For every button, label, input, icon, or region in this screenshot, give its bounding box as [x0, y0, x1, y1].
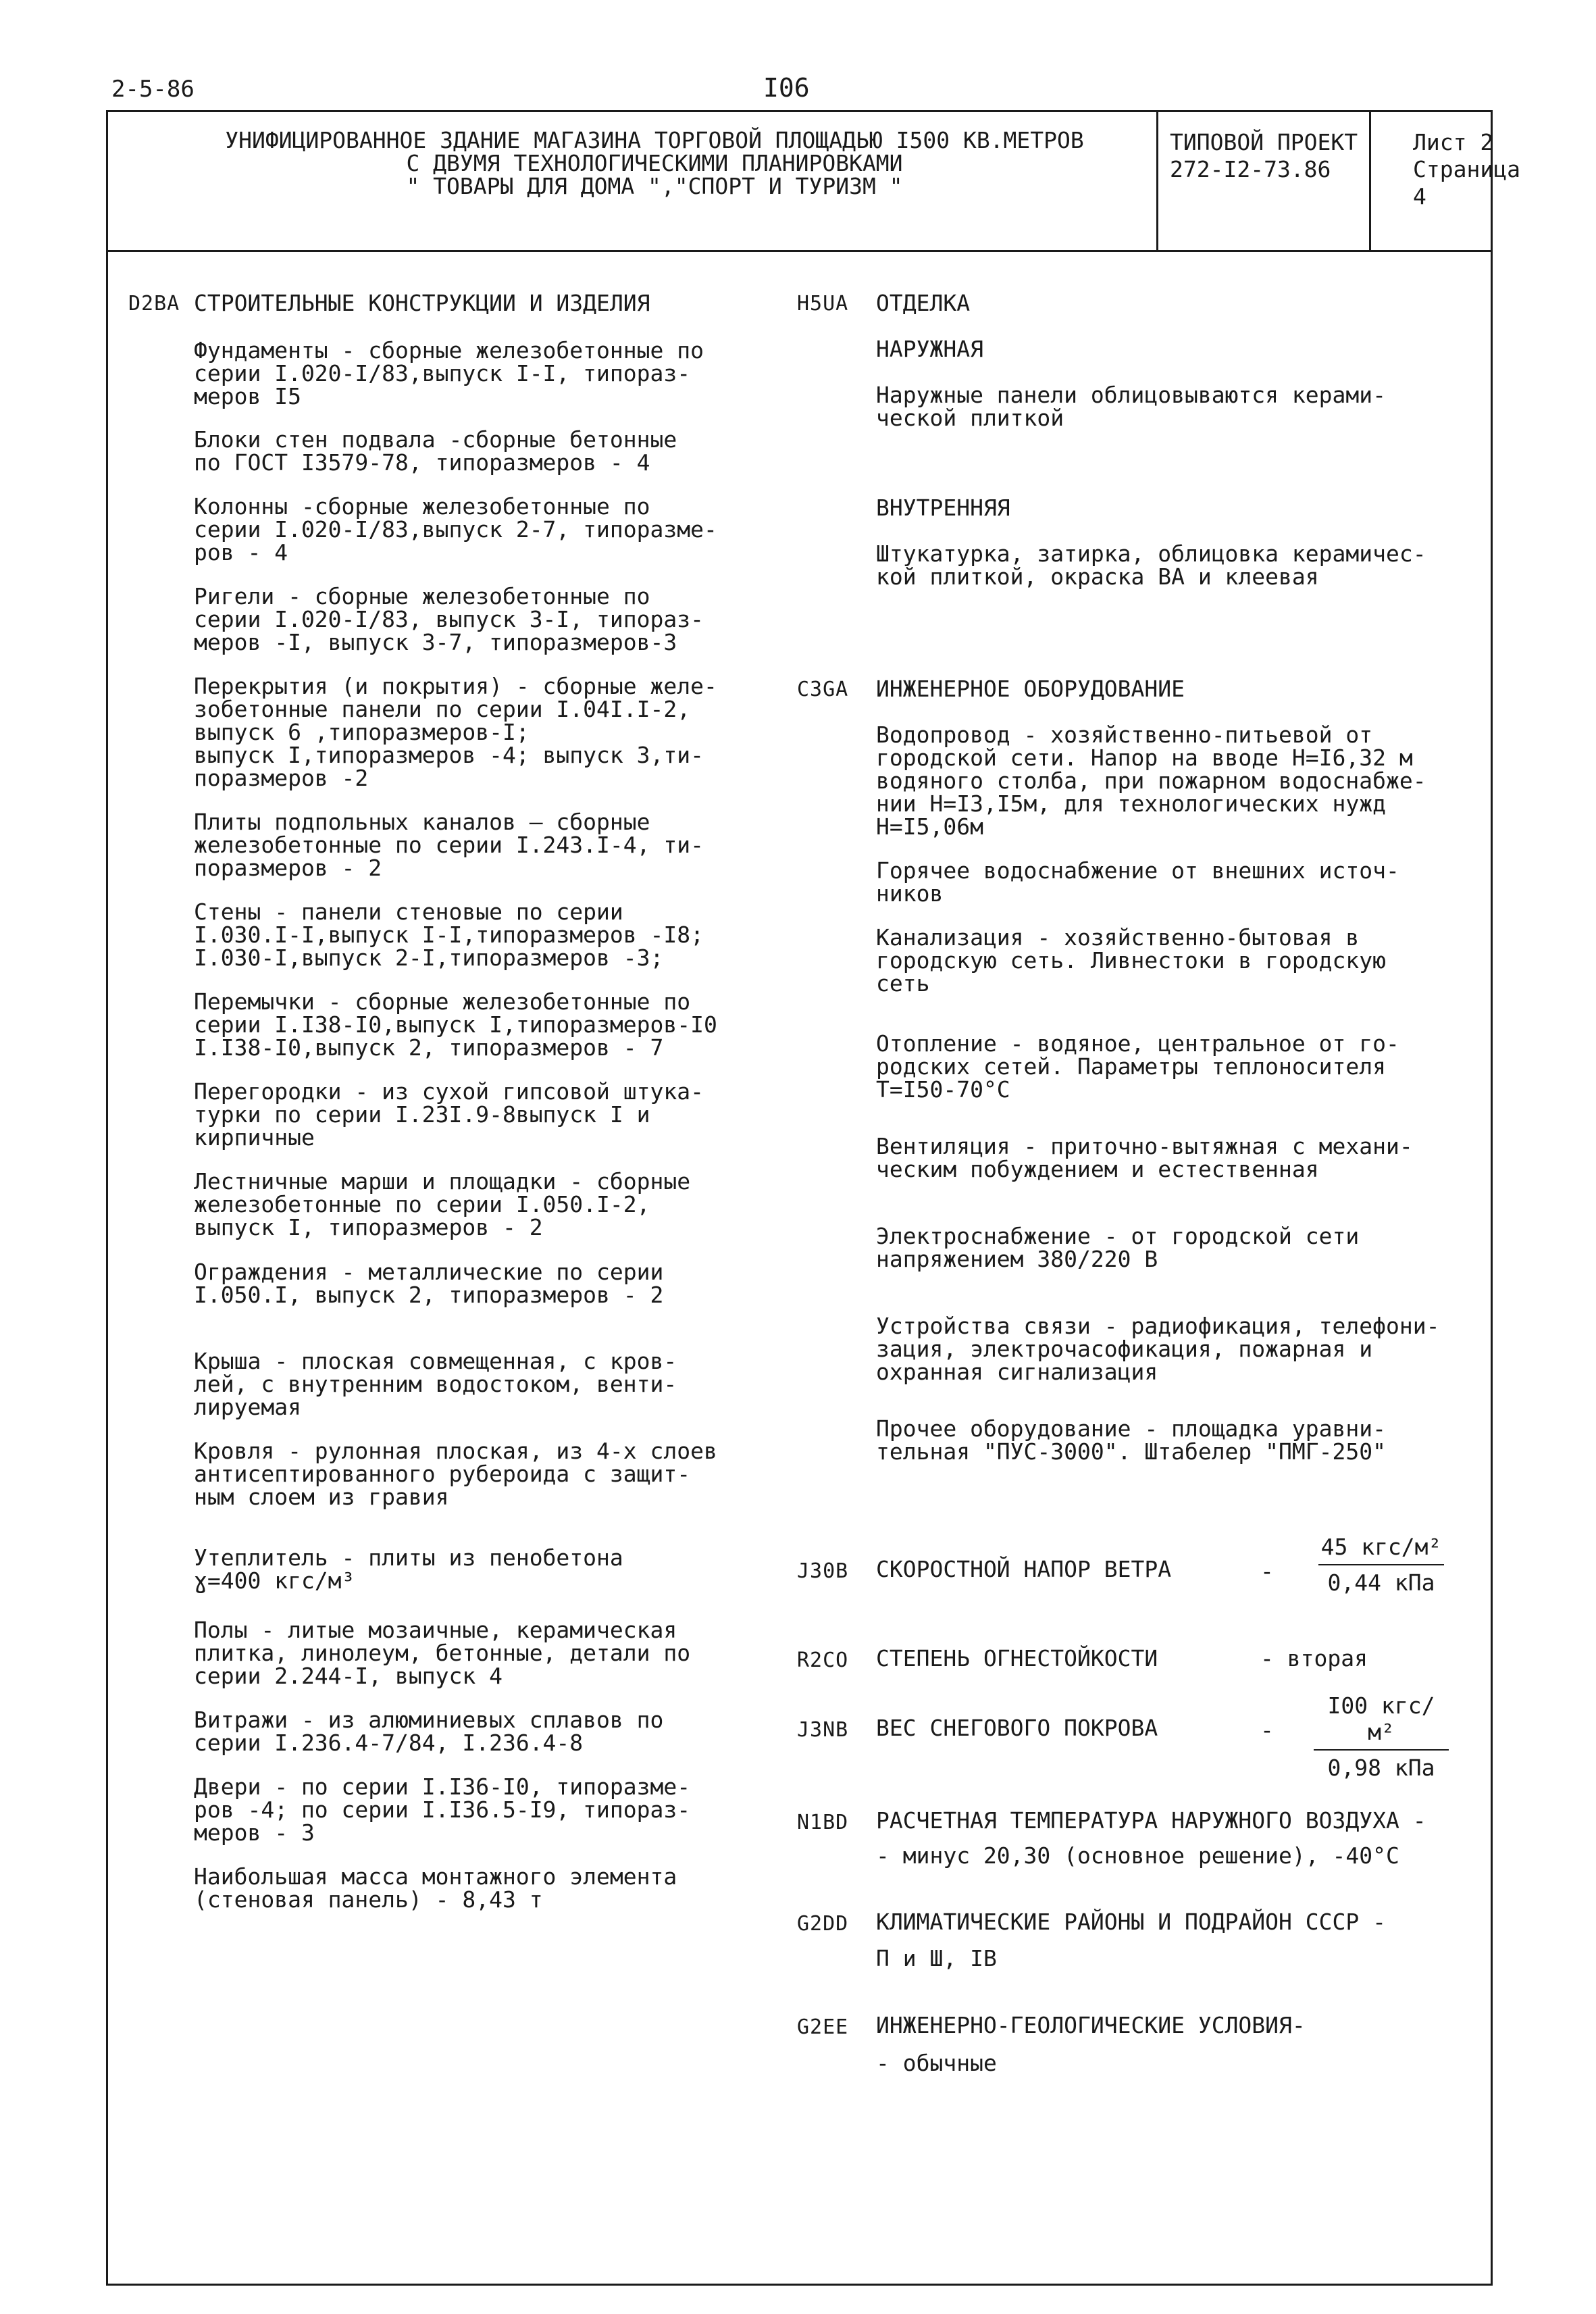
section-heading: ОТДЕЛКА — [876, 290, 971, 316]
construction-item: Лестничные марши и площадки - сборные железобетонные по серии I.050.I-2, выпуск I, типоразмеров - 2 — [194, 1168, 691, 1240]
section-code: C3GA — [797, 678, 849, 701]
snow-value-kgs: I00 кгс/м² — [1314, 1692, 1449, 1751]
climate-value: П и Ш, IВ — [876, 1945, 997, 1971]
construction-item: Крыша - плоская совмещенная, с кров- лей, с внутренним водостоком, венти- лируемая — [194, 1348, 677, 1420]
construction-item: Витражи - из алюминиевых сплавов по серии I.236.4-7/84, I.236.4-8 — [194, 1707, 664, 1756]
title-divider — [1156, 110, 1158, 250]
dash: - — [1260, 1558, 1274, 1584]
section-code: R2CO — [797, 1649, 849, 1672]
construction-item: Перегородки - из сухой гипсовой штука- турки по серии I.23I.9-8выпуск I и кирпичные — [194, 1078, 704, 1151]
project-cell — [1170, 129, 1358, 183]
title-line: С ДВУМЯ ТЕХНОЛОГИЧЕСКИМИ ПЛАНИРОВКАМИ — [406, 150, 903, 176]
construction-item: Полы - литые мозаичные, керамическая плитка, линолеум, бетонные, детали по серии 2.244-I, выпуск 4 — [194, 1617, 691, 1689]
title-divider — [1369, 110, 1371, 250]
construction-item: Утеплитель - плиты из пенобетона ɣ=400 кгс/м³ — [194, 1544, 623, 1594]
finish-item: Наружные панели облицовываются керами- ческой плиткой — [876, 382, 1386, 431]
sheet-label: Лист 2 — [1413, 129, 1494, 155]
fire-label: СТЕПЕНЬ ОГНЕСТОЙКОСТИ — [876, 1645, 1158, 1671]
equipment-item: Канализация - хозяйственно-бытовая в городскую сеть. Ливнестоки в городскую сеть — [876, 924, 1386, 997]
construction-item: Перемычки - сборные железобетонные по серии I.I38-I0,выпуск I,типоразмеров-I0 I.I38-I0,выпуск 2, типоразмеров - 7 — [194, 988, 717, 1061]
snow-value — [1314, 1692, 1449, 1781]
construction-item: Плиты подпольных каналов — сборные железобетонные по серии I.243.I-4, ти- поразмеров - 2 — [194, 809, 704, 881]
geology-value: - обычные — [876, 2050, 997, 2076]
construction-item: Ригели - сборные железобетонные по серии I.020-I/83, выпуск 3-I, типораз- меров -I, выпуск 3-7, типоразмеров-3 — [194, 583, 704, 655]
climate-label: КЛИМАТИЧЕСКИЕ РАЙОНЫ И ПОДРАЙОН СССР - — [876, 1909, 1386, 1935]
subheading: ВНУТРЕННЯЯ — [876, 495, 1010, 521]
project-number: 272-I2-73.86 — [1170, 156, 1331, 182]
construction-item: Двери - по серии I.I36-I0, типоразме- ров -4; по серии I.I36.5-I9, типораз- меров - 3 — [194, 1774, 691, 1846]
section-code: G2EE — [797, 2015, 849, 2039]
title-line: УНИФИЦИРОВАННОЕ ЗДАНИЕ МАГАЗИНА ТОРГОВОЙ ПЛОЩАДЬЮ I500 КВ.МЕТРОВ — [225, 127, 1084, 153]
fire-value: - вторая — [1260, 1645, 1368, 1671]
finish-item: Штукатурка, затирка, облицовка керамичес- кой плиткой, окраска ВА и клеевая — [876, 540, 1426, 590]
section-code: D2BA — [128, 292, 180, 316]
construction-item: Колонны -сборные железобетонные по серии I.020-I/83,выпуск 2-7, типоразме- ров - 4 — [194, 493, 717, 565]
section-heading: СТРОИТЕЛЬНЫЕ КОНСТРУКЦИИ И ИЗДЕЛИЯ — [194, 290, 650, 316]
construction-item: Перекрытия (и покрытия) - сборные желе- зобетонные панели по серии I.04I.I-2, выпуск 6 ,типоразмеров-I; выпуск I,типоразмеров -4; выпуск 3,ти- поразмеров -2 — [194, 673, 717, 791]
construction-item: Наибольшая масса монтажного элемента (стеновая панель) - 8,43 т — [194, 1863, 677, 1913]
equipment-item: Водопровод - хозяйственно-питьевой от городской сети. Напор на вводе Н=I6,32 м водяного столба, при пожарном водоснабже- нии Н=I3,I5м, для технологических нужд Н=I5,06м — [876, 722, 1426, 840]
wind-value — [1314, 1534, 1449, 1596]
section-heading: ИНЖЕНЕРНОЕ ОБОРУДОВАНИЕ — [876, 676, 1185, 702]
snow-value-kpa: 0,98 кПа — [1327, 1755, 1435, 1781]
subheading: НАРУЖНАЯ — [876, 336, 983, 362]
wind-value-kgs: 45 кгс/м² — [1318, 1534, 1445, 1565]
equipment-item: Электроснабжение - от городской сети напряжением 380/220 В — [876, 1223, 1360, 1272]
equipment-item: Отопление - водяное, центральное от го- родских сетей. Параметры теплоносителя Т=I50-70°С — [876, 1030, 1399, 1103]
temperature-value: - минус 20,30 (основное решение), -40°С — [876, 1842, 1399, 1869]
construction-item: Фундаменты - сборные железобетонные по серии I.020-I/83,выпуск I-I, типораз- меров I5 — [194, 337, 704, 409]
section-code: H5UA — [797, 292, 849, 316]
construction-item: Блоки стен подвала -сборные бетонные по ГОСТ I3579-78, типоразмеров - 4 — [194, 426, 677, 476]
temperature-label: РАСЧЕТНАЯ ТЕМПЕРАТУРА НАРУЖНОГО ВОЗДУХА - — [876, 1807, 1426, 1834]
section-code: N1BD — [797, 1811, 849, 1834]
page-number: I06 — [763, 73, 810, 103]
construction-item: Ограждения - металлические по серии I.050.I, выпуск 2, типоразмеров - 2 — [194, 1259, 664, 1308]
wind-label: СКОРОСТНОЙ НАПОР ВЕТРА — [876, 1556, 1172, 1582]
title-block — [106, 110, 1520, 252]
construction-item: Кровля - рулонная плоская, из 4-х слоев антисептированного рубероида с защит- ным слоем из гравия — [194, 1438, 717, 1510]
equipment-item: Горячее водоснабжение от внешних источ- ников — [876, 857, 1399, 907]
construction-item: Стены - панели стеновые по серии I.030.I-I,выпуск I-I,типоразмеров -I8; I.030-I,выпуск 2-I,типоразмеров -3; — [194, 899, 704, 971]
section-code: J3NB — [797, 1718, 849, 1742]
title-line: " ТОВАРЫ ДЛЯ ДОМА ","СПОРТ И ТУРИЗМ " — [406, 173, 903, 199]
document-code: 2-5-86 — [111, 76, 195, 103]
dash: - — [1260, 1717, 1274, 1743]
equipment-item: Устройства связи - радиофикация, телефони- зация, электрочасофикация, пожарная и охранная сигнализация — [876, 1313, 1440, 1385]
geology-label: ИНЖЕНЕРНО-ГЕОЛОГИЧЕСКИЕ УСЛОВИЯ- — [876, 2012, 1306, 2038]
equipment-item: Вентиляция - приточно-вытяжная с механи- ческим побуждением и естественная — [876, 1133, 1413, 1182]
section-code: G2DD — [797, 1912, 849, 1936]
document-title — [155, 129, 1154, 198]
section-code: J30B — [797, 1559, 849, 1583]
project-label: ТИПОВОЙ ПРОЕКТ — [1170, 129, 1358, 155]
snow-label: ВЕС СНЕГОВОГО ПОКРОВА — [876, 1715, 1158, 1741]
page-label: Страница 4 — [1413, 156, 1520, 209]
sheet-cell — [1413, 129, 1520, 210]
wind-value-kpa: 0,44 кПа — [1327, 1569, 1435, 1596]
equipment-item: Прочее оборудование - площадка уравни- тельная "ПУС-3000". Штабелер "ПМГ-250" — [876, 1415, 1386, 1465]
